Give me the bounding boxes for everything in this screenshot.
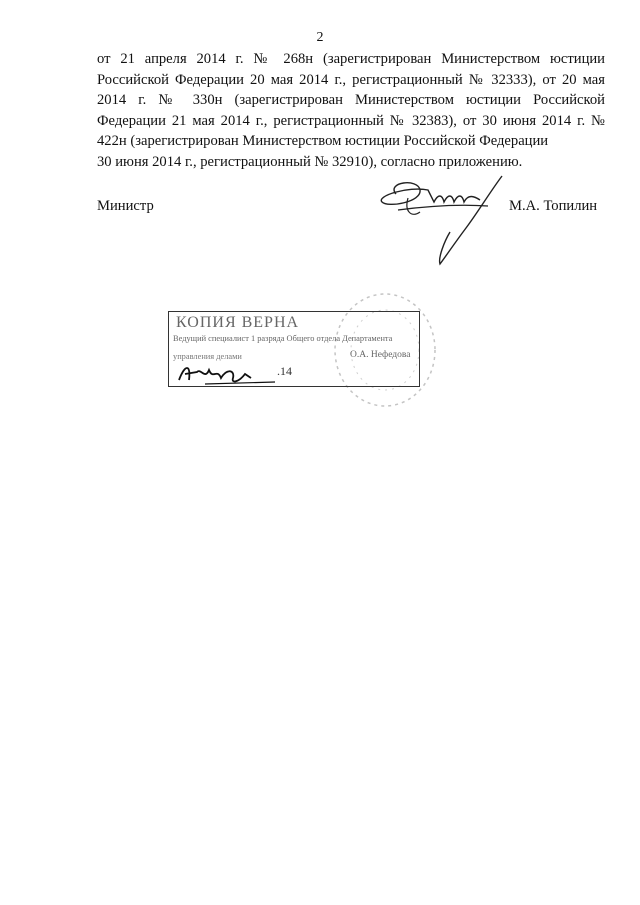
signatory-name: М.А. Топилин [509,198,598,214]
stamp-position-line: Ведущий специалист 1 разряда Общего отдела Департамента [173,334,393,343]
body-line: № 422н (зарегистрирован Министерством юстиции Российской Федерации [97,112,605,149]
page-number: 2 [316,30,324,45]
body-line: 30 июня 2014 г., регистрационный № 32910), согласно приложению. [97,153,523,170]
stamp-title: КОПИЯ ВЕРНА [176,314,300,331]
stamp-date-year: .14 [277,364,292,378]
body-line: Федерации 21 мая 2014 г., регистрационный № 32383), от 30 июня 2014 г. [97,112,586,129]
signatory-role: Министр [97,198,154,214]
minister-signature [368,172,508,272]
copy-certified-stamp [168,311,420,387]
body-paragraph [97,49,605,172]
stamp-handwritten-date-signature [175,356,285,388]
body-line: 2014 г. № 330н (зарегистрирован Министерством юстиции Российской [97,92,605,108]
body-line: от 21 апреля 2014 г. № 268н (зарегистрирован Министерством юстиции [97,51,605,67]
stamp-department-line: управления делами [173,352,242,361]
stamp-official-name: О.А. Нефедова [350,350,411,360]
body-line: Российской Федерации 20 мая 2014 г., регистрационный № 32333), от 20 мая [97,71,605,88]
